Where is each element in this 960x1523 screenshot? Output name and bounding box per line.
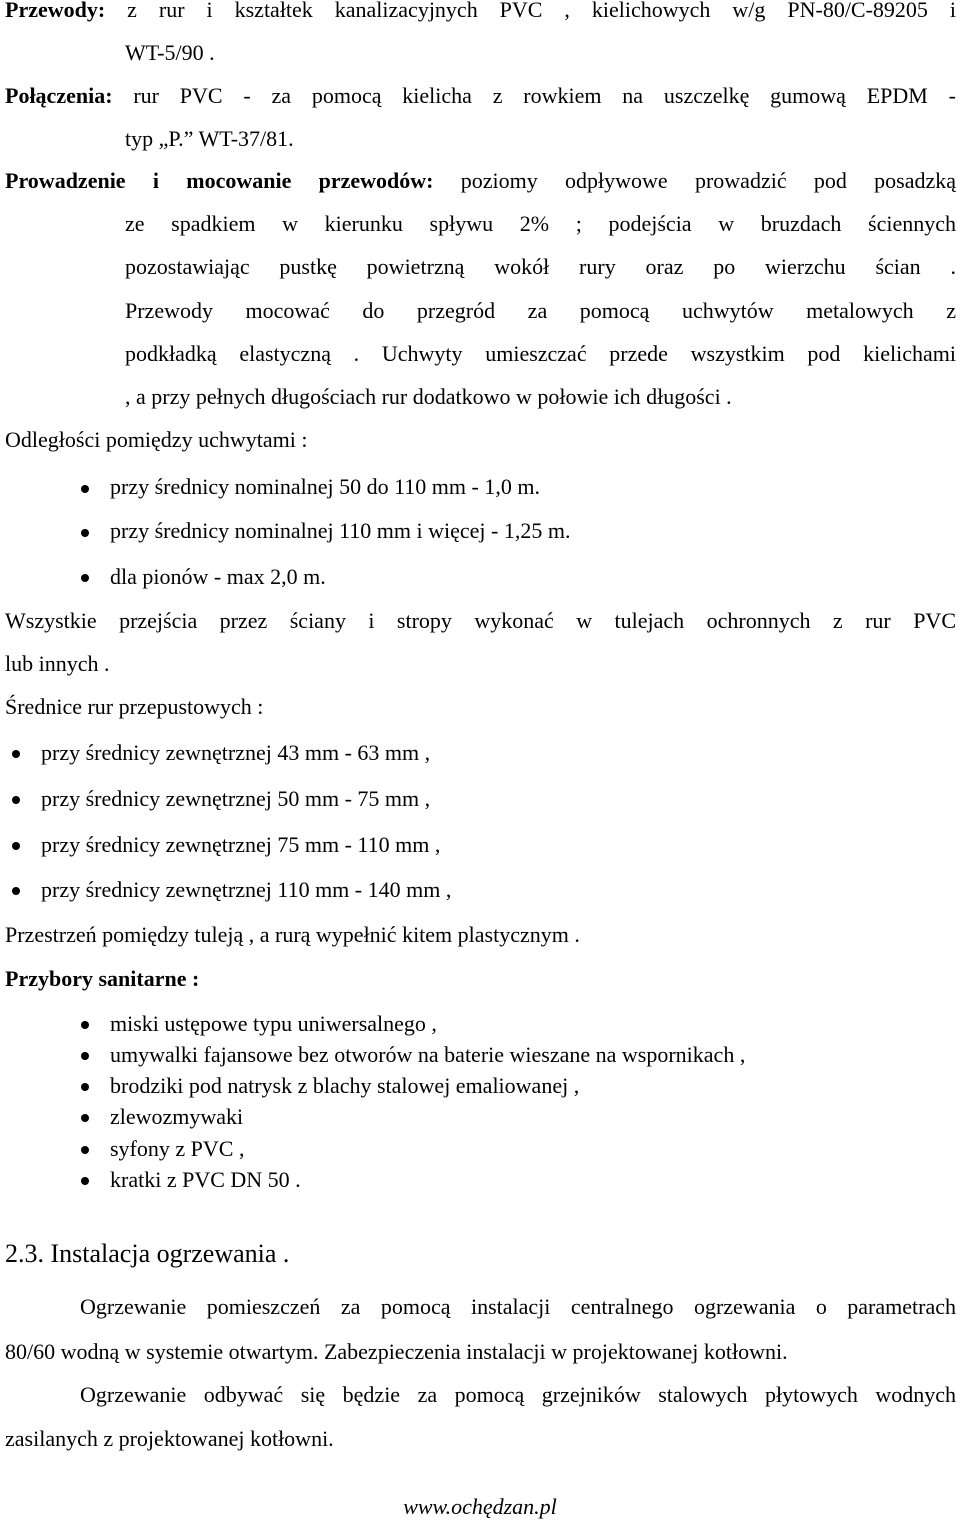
bullet-icon <box>12 887 20 895</box>
odleglosci-item-2: przy średnicy nominalnej 110 mm i więcej - 1,25 m. <box>110 518 571 543</box>
przybory-item-1: miski ustępowe typu uniwersalnego , <box>110 1011 437 1036</box>
prowadzenie-line-6: , a przy pełnych długościach rur dodatkowo w połowie ich długości . <box>125 384 732 409</box>
bullet-icon <box>81 1052 89 1060</box>
bullet-icon <box>12 796 20 804</box>
przestrzen-text: Przestrzeń pomiędzy tuleją , a rurą wypełnić kitem plastycznym . <box>5 922 580 947</box>
polaczenia-text-1: rur PVC - za pomocą kielicha z rowkiem na uszczelkę gumową EPDM - <box>133 83 956 108</box>
przybory-title: Przybory sanitarne : <box>5 966 200 991</box>
bullet-icon <box>81 1083 89 1091</box>
bullet-icon <box>81 529 89 537</box>
prowadzenie-line-4: Przewody mocować do przegród za pomocą uchwytów metalowych z <box>125 298 956 323</box>
polaczenia-line-2: typ „P.” WT-37/81. <box>125 126 294 151</box>
section-p2-line-1: Ogrzewanie odbywać się będzie za pomocą grzejników stalowych płytowych wodnych <box>80 1382 956 1407</box>
bullet-icon <box>12 750 20 758</box>
bullet-icon <box>12 842 20 850</box>
przewody-text-1: z rur i kształtek kanalizacyjnych PVC , kielichowych w/g PN-80/C-89205 i <box>127 0 956 22</box>
footer-url: www.ochędzan.pl <box>403 1494 557 1519</box>
srednice-item-1: przy średnicy zewnętrznej 43 mm - 63 mm , <box>41 740 431 765</box>
section-p1-line-1: Ogrzewanie pomieszczeń za pomocą instalacji centralnego ogrzewania o parametrach <box>80 1294 956 1319</box>
prowadzenie-line-3: pozostawiając pustkę powietrzną wokół rury oraz po wierzchu ścian . <box>125 254 956 279</box>
bullet-icon <box>81 485 89 493</box>
bullet-icon <box>81 1177 89 1185</box>
przybory-item-5: syfony z PVC , <box>110 1136 245 1161</box>
srednice-title: Średnice rur przepustowych : <box>5 694 264 719</box>
srednice-item-3: przy średnicy zewnętrznej 75 mm - 110 mm , <box>41 832 441 857</box>
przejscia-line-1: Wszystkie przejścia przez ściany i stropy wykonać w tulejach ochronnych z rur PVC <box>5 608 956 633</box>
przybory-item-3: brodziki pod natrysk z blachy stalowej emaliowanej , <box>110 1073 580 1098</box>
bullet-icon <box>81 1021 89 1029</box>
bullet-icon <box>81 1114 89 1122</box>
section-p2-line-2: zasilanych z projektowanej kotłowni. <box>5 1426 334 1451</box>
prowadzenie-text-1: poziomy odpływowe prowadzić pod posadzką <box>460 168 956 193</box>
section-heading: 2.3. Instalacja ogrzewania . <box>5 1239 290 1268</box>
przejscia-line-2: lub innych . <box>5 651 110 676</box>
srednice-item-2: przy średnicy zewnętrznej 50 mm - 75 mm , <box>41 786 431 811</box>
bullet-icon <box>81 574 89 582</box>
przewody-line-1 <box>5 0 956 25</box>
srednice-item-4: przy średnicy zewnętrznej 110 mm - 140 mm , <box>41 877 452 902</box>
przybory-item-4: zlewozmywaki <box>110 1104 244 1129</box>
przewody-line-2: WT-5/90 . <box>125 40 215 65</box>
prowadzenie-line-5: podkładką elastyczną . Uchwyty umieszczać przede wszystkim pod kielichami <box>125 341 956 366</box>
odleglosci-item-1: przy średnicy nominalnej 50 do 110 mm - 1,0 m. <box>110 474 540 499</box>
przybory-item-6: kratki z PVC DN 50 . <box>110 1167 301 1192</box>
prowadzenie-line-2: ze spadkiem w kierunku spływu 2% ; podejścia w bruzdach ściennych <box>125 211 956 236</box>
prowadzenie-line-1 <box>5 166 956 196</box>
bullet-icon <box>81 1146 89 1154</box>
polaczenia-label: Połączenia: <box>5 83 113 108</box>
prowadzenie-label: Prowadzenie i mocowanie przewodów: <box>5 168 434 193</box>
polaczenia-line-1 <box>5 81 956 111</box>
section-p1-line-2: 80/60 wodną w systemie otwartym. Zabezpieczenia instalacji w projektowanej kotłowni. <box>5 1339 788 1364</box>
odleglosci-item-3: dla pionów - max 2,0 m. <box>110 564 326 589</box>
odleglosci-title: Odległości pomiędzy uchwytami : <box>5 427 308 452</box>
przybory-item-2: umywalki fajansowe bez otworów na baterie wieszane na wspornikach , <box>110 1042 746 1067</box>
przewody-label: Przewody: <box>5 0 106 22</box>
